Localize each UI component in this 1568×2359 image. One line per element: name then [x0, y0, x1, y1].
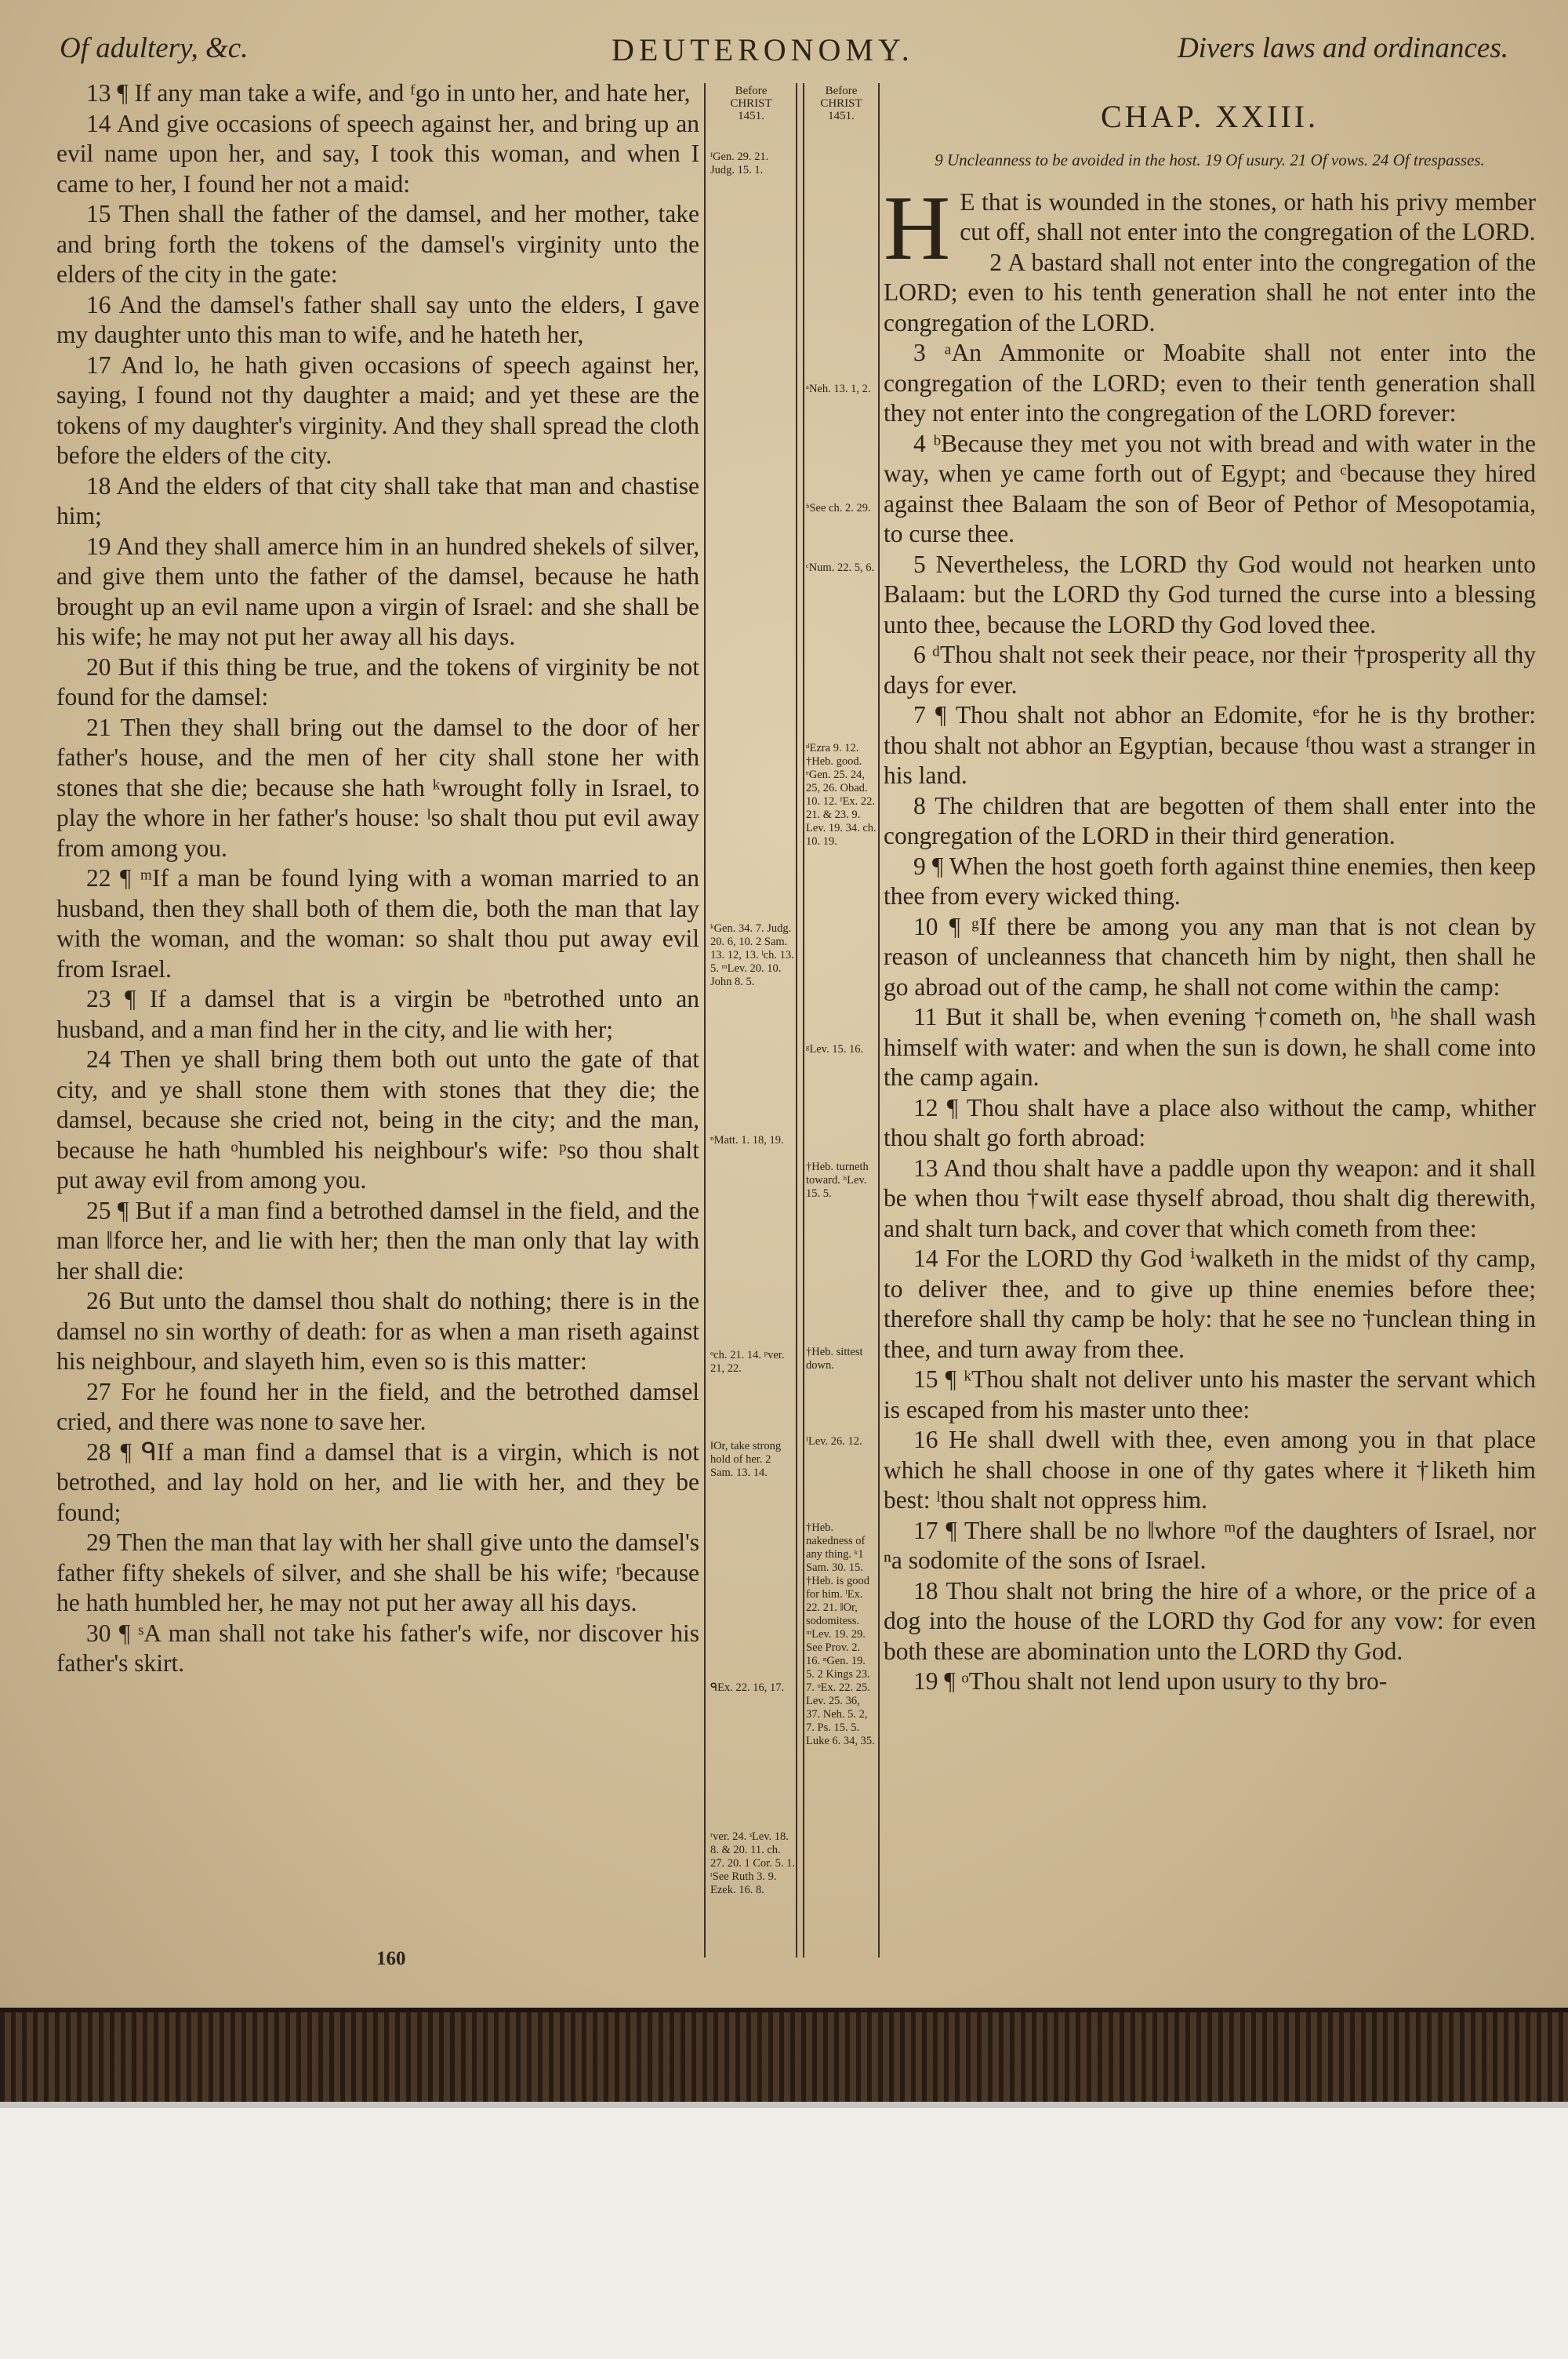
- cross-reference: ᑫEx. 22. 16, 17.: [710, 1681, 785, 1694]
- cross-reference: ⁱLev. 26. 12.: [806, 1435, 862, 1448]
- cross-reference: †Heb. nakedness of any thing. ᵏ1 Sam. 30. 15. †Heb. is good for him. ˡEx. 22. 21. ‖Or, sodomitess. ᵐLev. 19. 29. See Prov. 2. 16. ⁿGen. 19. 5. 2 Kings 23. 7. ᵒEx. 22. 25. Lev. 25. 36, 37. Neh. 5. 2, 7. Ps. 15. 5. Luke 6. 34, 35.: [806, 1521, 875, 1747]
- cross-reference: ᶜNum. 22. 5, 6.: [806, 562, 875, 574]
- verse: 2 A bastard shall not enter into the congregation of the LORD; even to his tenth generation shall he not enter into the congregation of the LORD.: [884, 248, 1536, 336]
- verse: 26 But unto the damsel thou shalt do nothing; there is in the damsel no sin worthy of death: for as when a man riseth against his neighbour, and slayeth him, even so is this matter:: [56, 1287, 699, 1375]
- cross-reference: ‖Or, take strong hold of her. 2 Sam. 13. 14.: [710, 1440, 782, 1479]
- book-binding-edge: [0, 2008, 1568, 2106]
- verse: 12 ¶ Thou shalt have a place also without the camp, whither thou shalt go forth abroad:: [884, 1093, 1536, 1151]
- running-head-right: Divers laws and ordinances.: [1177, 32, 1508, 64]
- margin-head-line: CHRIST: [730, 97, 772, 110]
- margin-head-line: 1451.: [828, 110, 855, 122]
- column-rule: [803, 83, 804, 1957]
- verse: 24 Then ye shall bring them both out unto the gate of that city, and ye shall stone them with stones that they die; the damsel, because she cried not, being in the city; and the man, because he hath ᵒhumbled his neighbour's wife: ᵖso thou shalt put away evil from among you.: [56, 1045, 699, 1194]
- verse: 15 ¶ ᵏThou shalt not deliver unto his master the servant which is escaped from his master unto thee:: [884, 1365, 1536, 1423]
- right-text-column: [884, 94, 1536, 1697]
- cross-reference: ᶠGen. 29. 21. Judg. 15. 1.: [710, 151, 769, 176]
- margin-head-line: Before: [735, 85, 768, 97]
- cross-reference: ᵍLev. 15. 16.: [806, 1043, 864, 1056]
- binding-shadow: [0, 2102, 1568, 2108]
- cross-reference: †Heb. sittest down.: [806, 1346, 863, 1372]
- verse: 29 Then the man that lay with her shall give unto the damsel's father fifty shekels of silver, and she shall be his wife; ʳbecause he hath humbled her, he may not put her away all his days.: [56, 1528, 699, 1616]
- verse: 8 The children that are begotten of them shall enter into the congregation of the LORD in their third generation.: [884, 791, 1536, 849]
- drop-cap: H: [884, 176, 951, 279]
- cross-reference: ᵇSee ch. 2. 29.: [806, 502, 871, 514]
- cross-reference: ⁿMatt. 1. 18, 19.: [710, 1134, 784, 1147]
- margin-head-right: [806, 85, 877, 122]
- verse: 11 But it shall be, when evening †cometh on, ʰhe shall wash himself with water: and when the sun is down, he shall come into the camp again.: [884, 1003, 1536, 1091]
- verse: 22 ¶ ᵐIf a man be found lying with a woman married to an husband, then they shall both of them die, both the man that lay with the woman, and the woman: so shalt thou put away evil from Israel.: [56, 864, 699, 983]
- verse: 15 Then shall the father of the damsel, and her mother, take and bring forth the tokens of the damsel's virginity unto the elders of the city in the gate:: [56, 200, 699, 288]
- verse: 16 He shall dwell with thee, even among you in that place which he shall choose in one of thy gates where it †liketh him best: ˡthou shalt not oppress him.: [884, 1426, 1536, 1514]
- cross-reference: ᵒch. 21. 14. ᵖver. 21, 22.: [710, 1349, 785, 1375]
- verse: 27 For he found her in the field, and the betrothed damsel cried, and there was none to save her.: [56, 1377, 699, 1435]
- verse: 21 Then they shall bring out the damsel to the door of her father's house, and the men of her city shall stone her with stones that she die; because she hath ᵏwrought folly in Israel, to play the whore in her father's house: ˡso shalt thou put evil away from among you.: [56, 713, 699, 862]
- verse: 14 For the LORD thy God ⁱwalketh in the midst of thy camp, to deliver thee, and to give up thine enemies before thee; therefore shall thy camp be holy: that he see no †unclean thing in thee, and turn away from thee.: [884, 1245, 1536, 1363]
- verse: 13 ¶ If any man take a wife, and ᶠgo in unto her, and hate her,: [86, 79, 691, 107]
- verse: 25 ¶ But if a man find a betrothed damsel in the field, and the man ‖force her, and lie with her; then the man only that lay with her shall die:: [56, 1196, 699, 1285]
- cross-reference: ᵈEzra 9. 12. †Heb. good. ᵉGen. 25. 24, 25, 26. Obad. 10. 12. ᶠEx. 22. 21. & 23. 9. Lev. 19. 34. ch. 10. 19.: [806, 742, 877, 848]
- left-text-column: [56, 78, 699, 1679]
- verse: 18 Thou shalt not bring the hire of a whore, or the price of a dog into the house of the LORD thy God for any vow: for even both these are abomination unto the LORD thy God.: [884, 1576, 1536, 1665]
- cross-reference: ᵃNeh. 13. 1, 2.: [806, 383, 871, 395]
- page-number: 160: [376, 1948, 406, 1969]
- verse: 17 And lo, he hath given occasions of speech against her, saying, I found not thy daughter a maid; and yet these are the tokens of my daughter's virginity. And they shall spread the cloth before the elders of the city.: [56, 351, 699, 469]
- verse: 18 And the elders of that city shall take that man and chastise him;: [56, 471, 699, 529]
- running-head-left: Of adultery, &c.: [60, 32, 249, 64]
- cross-reference: ʳver. 24. ˢLev. 18. 8. & 20. 11. ch. 27. 20. 1 Cor. 5. 1. ᵗSee Ruth 3. 9. Ezek. 16. 8.: [710, 1830, 795, 1896]
- chapter-heading: CHAP. XXIII.: [1101, 99, 1319, 134]
- margin-head-left: [709, 85, 793, 122]
- margin-head-line: 1451.: [738, 110, 764, 122]
- verse: 4 ᵇBecause they met you not with bread and with water in the way, when ye came forth out of Egypt; and ᶜbecause they hired against thee Balaam the son of Beor of Pethor of Mesopotamia, to curse thee.: [884, 429, 1536, 547]
- first-verse: [884, 176, 1536, 279]
- verse: 9 ¶ When the host goeth forth against thine enemies, then keep thee from every wicked thing.: [884, 852, 1536, 910]
- verse: 16 And the damsel's father shall say unto the elders, I gave my daughter unto this man to wife, and he hateth her,: [56, 290, 699, 348]
- cross-reference: ᵏGen. 34. 7. Judg. 20. 6, 10. 2 Sam. 13. 12, 13. ˡch. 13. 5. ᵐLev. 20. 10. John 8. 5.: [710, 922, 794, 988]
- verse: 7 ¶ Thou shalt not abhor an Edomite, ᵉfor he is thy brother: thou shalt not abhor an Egyptian, because ᶠthou wast a stranger in his land.: [884, 701, 1536, 789]
- verse: 5 Nevertheless, the LORD thy God would not hearken unto Balaam: but the LORD thy God turned the curse into a blessing unto thee, because the LORD thy God loved thee.: [884, 550, 1536, 638]
- margin-head-line: CHRIST: [820, 97, 862, 110]
- verse: 19 And they shall amerce him in an hundred shekels of silver, and give them unto the father of the damsel, because he hath brought up an evil name upon a virgin of Israel: and she shall be his wife; he may not put her away all his days.: [56, 532, 699, 650]
- verse: 6 ᵈThou shalt not seek their peace, nor their †prosperity all thy days for ever.: [884, 641, 1536, 699]
- column-rule: [796, 83, 797, 1957]
- verse: 23 ¶ If a damsel that is a virgin be ⁿbetrothed unto an husband, and a man find her in the city, and lie with her;: [56, 985, 699, 1043]
- verse: 19 ¶ ᵒThou shalt not lend upon usury to thy bro-: [913, 1667, 1388, 1695]
- verse: 13 And thou shalt have a paddle upon thy weapon: and it shall be when thou †wilt ease thyself abroad, thou shalt dig therewith, and shalt turn back, and cover that which cometh from thee:: [884, 1154, 1536, 1242]
- running-head-book: DEUTERONOMY.: [612, 32, 914, 67]
- cross-reference: †Heb. turneth toward. ʰLev. 15. 5.: [806, 1161, 869, 1200]
- column-rule: [704, 83, 706, 1957]
- verse: 20 But if this thing be true, and the tokens of virginity be not found for the damsel:: [56, 652, 699, 711]
- verse: 17 ¶ There shall be no ‖whore ᵐof the daughters of Israel, nor ⁿa sodomite of the sons of Israel.: [884, 1516, 1536, 1574]
- margin-head-line: Before: [825, 85, 858, 97]
- first-verse-text: E that is wounded in the stones, or hath his privy member cut off, shall not enter into the congregation of the LORD.: [960, 187, 1536, 245]
- verse: 30 ¶ ˢA man shall not take his father's wife, nor discover his father's skirt.: [56, 1619, 699, 1677]
- verse: 14 And give occasions of speech against her, and bring up an evil name upon her, and say, I took this woman, and when I came to her, I found her not a maid:: [56, 109, 699, 198]
- verse: 28 ¶ ᑫIf a man find a damsel that is a virgin, which is not betrothed, and lay hold on her, and lie with her, and they be found;: [56, 1438, 699, 1526]
- verse: 3 ᵃAn Ammonite or Moabite shall not enter into the congregation of the LORD; even to their tenth generation shall they not enter into the congregation of the LORD forever:: [884, 339, 1536, 427]
- chapter-summary: 9 Uncleanness to be avoided in the host. 19 Of usury. 21 Of vows. 24 Of trespasses.: [935, 150, 1485, 169]
- column-rule: [878, 83, 880, 1957]
- verse: 10 ¶ ᵍIf there be among you any man that is not clean by reason of uncleanness that chanceth him by night, then shall he go abroad out of the camp, he shall not come within the camp:: [884, 912, 1536, 1001]
